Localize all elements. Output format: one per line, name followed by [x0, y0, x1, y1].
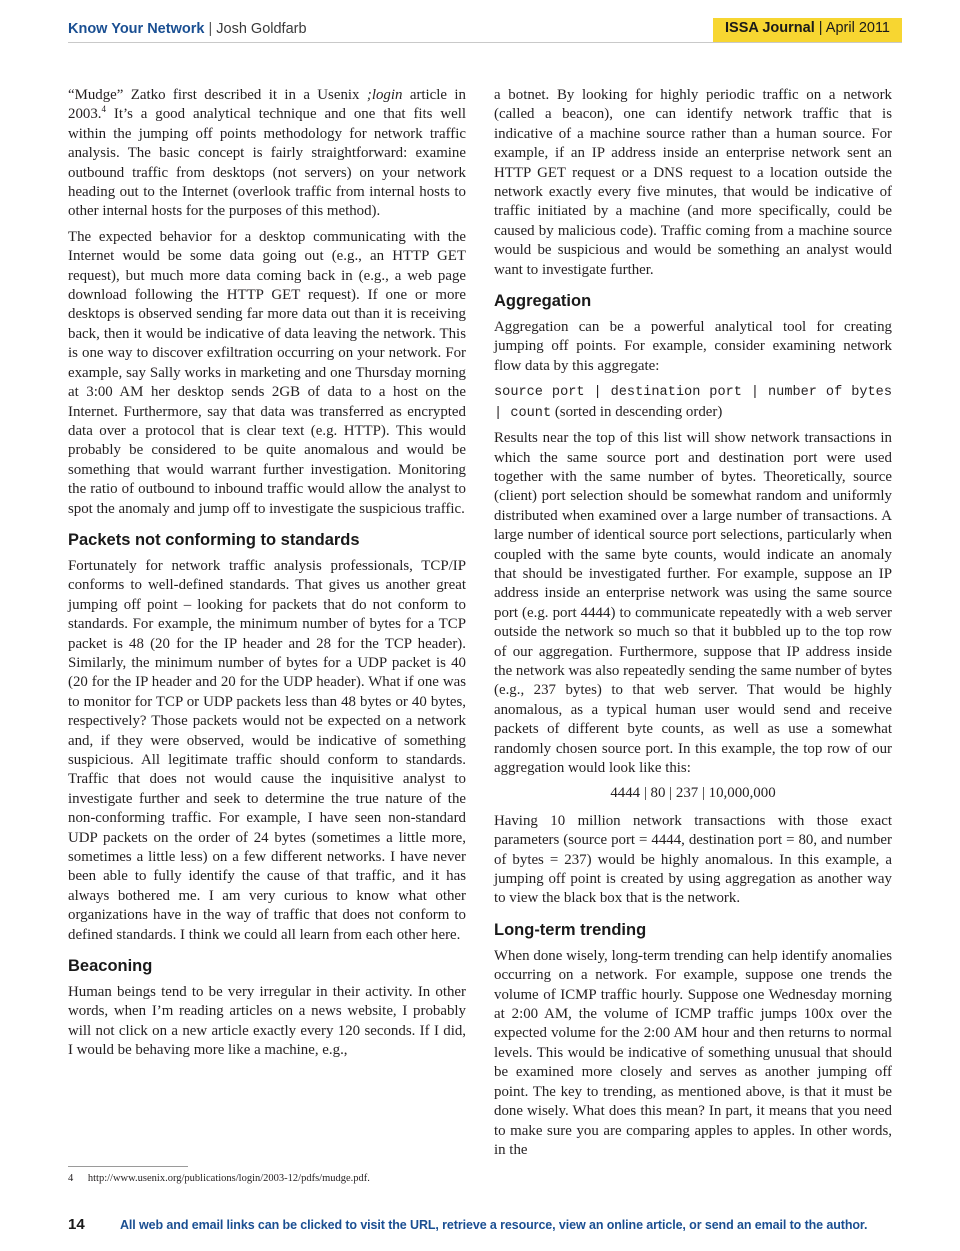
text-run: (sorted in descending order) [551, 403, 723, 420]
page-footer [0, 1216, 960, 1238]
page-number: 14 [68, 1216, 85, 1233]
journal-badge [713, 18, 902, 42]
author-name: Josh Goldfarb [216, 21, 307, 37]
text-run: article in 2003. [68, 87, 466, 123]
paragraph [68, 86, 466, 222]
footnote-link[interactable]: http://www.usenix.org/publications/login/2003-12/pdfs/mudge.pdf. [87, 1173, 370, 1184]
journal-name: ISSA Journal [725, 20, 815, 36]
italic-title: ;login [366, 87, 403, 103]
footnote-number: 4 [68, 1173, 74, 1184]
paragraph: a botnet. By looking for highly periodic traffic on a network (called a beacon), one can identify network traffic that is indicative of a machine source rather than a human source. For example, if an IP address inside an enterprise network sent an HTTP GET request or a DNS request to a location outside the network exactly every five minutes, that would be indicative of traffic initiated by a machine (and more specifically, could be caused by malicious code). Traffic coming from a machine source would be suspicious and would be something an analyst would want to investigate further. [494, 87, 892, 278]
paragraph: Aggregation can be a powerful analytical tool for creating jumping off points. For example, consider examining network flow data by this aggregate: [494, 319, 892, 374]
section-heading: Long-term trending [494, 920, 647, 939]
links-note: All web and email links can be clicked to visit the URL, retrieve a resource, view an online article, or send an email to the author. [120, 1218, 868, 1232]
header-separator: | [208, 21, 213, 37]
footnote [68, 1173, 370, 1184]
text-run: It’s a good analytical technique and one that fits well within the jumping off points methodology for network traffic analysis. The basic concept is fairly straightforward: examine outbound traffic from desktops (not servers) on your network heading out to the Internet (overlook traffic from internal hosts to other internal hosts for the purposes of this method). [68, 106, 466, 220]
issue-date: April 2011 [825, 20, 890, 36]
paragraph: Human beings tend to be very irregular in their activity. In other words, when I’m reading articles on a news website, I probably will not click on a new article exactly every 120 seconds. If I did, I would be behaving more like a machine, e.g., [68, 984, 466, 1059]
left-column [68, 86, 466, 1067]
paragraph: Fortunately for network traffic analysis professionals, TCP/IP conforms to well-defined standards. That gives us another great jumping off point – looking for packets that do not conform to standards. For example, the minimum number of bytes for a TCP packet is 48 (20 for the IP header and 28 for the TCP header). Similarly, the minimum number of bytes for a UDP packet is 40 (20 for the IP header and 20 for the UDP header). What if one was to monitor for TCP or UDP packets less than 48 bytes or 40 bytes, respectively? Those packets would not be expected on a network and, if they were observed, would be indicative of something suspicious. All legitimate traffic should conform to standards. Traffic that does not would cause the inquisitive analyst to investigate further and seek to determine the true nature of the non-conforming traffic. For example, I have seen non-standard UDP packets on the order of 24 bytes (sometimes a little more, sometimes a little less) on a few different networks. I have never been able to fully identify the cause of that traffic, and it has always bothered me. I am very curious to know what other organizations have in the way of traffic that does not conform to defined standards. I think we could all learn from each other here. [68, 557, 466, 943]
header-rule [68, 42, 902, 43]
right-column [494, 86, 892, 1166]
footnote-reference[interactable]: 4 [101, 104, 107, 115]
code-aggregate: source port | destination port | number of bytes | count [494, 385, 892, 421]
section-heading: Aggregation [494, 292, 592, 311]
paragraph: When done wisely, long-term trending can help identify anomalies occurring on a network. For example, suppose one trends the volume of ICMP traffic hourly. Suppose one Wednesday morning at 2:00 AM, the volume of ICMP traffic jumps 100x over the expected volume for the 2:00 AM hour and then returns to normal levels. This would be indicative of something unusual that should be examined more closely and serves as another jumping off point. The key to trending, as mentioned above, is that it must be done wisely. What does this mean? In part, it means that you need to make sure you are comparing apples to apples. In other words, in the [494, 947, 892, 1158]
paragraph: The expected behavior for a desktop communicating with the Internet would be some data going out (e.g., an HTTP GET request), but much more data coming back in (e.g., a web page download following the HTTP GET request). If one or more desktops is observed sending far more data out than it is receiving back, then it would be indicative of data leaving the network. This is one way to discover exfiltration occurring on your network. For example, say Sally works in marketing and one Thursday morning at 3:00 AM her desktop sends 2GB of data to a host on the Internet. Furthermore, say that data was transferred as encrypted data over a protocol that is clear text (e.g. HTTP). This would probably be considered to be quite anomalous and would be something that would warrant further investigation. Monitoring the ratio of outbound to inbound traffic would allow the analyst to spot the anomaly and jump off to investigate the suspicious traffic. [68, 228, 466, 517]
running-header [0, 18, 960, 44]
paragraph: Having 10 million network transactions with those exact parameters (source port = 4444, destination port = 80, and number of bytes = 237) would be highly anomalous. In this example, a jumping off point is created by using aggregation as another way to view the black box that is the network. [494, 812, 892, 907]
paragraph: Results near the top of this list will show network transactions in which the same source port and destination port were used together with the same number of bytes. Theoretically, source (client) port selection should be somewhat random and uniformly distributed when examined over a large number of transactions. A large number of identical source port selections, particularly when coupled with the same byte counts, would indicate an anomaly that should be investigated further. For example, suppose an IP address inside an enterprise network was using the same source port (e.g. port 4444) to communicate repeatedly with a web server outside the network so much so that it bubbled up to the top row of our aggregation. Furthermore, suppose that IP address inside the network was also repeatedly sending the same number of bytes (e.g., 237 bytes) to that web server. That would be highly anomalous, as a typical human user would send and receive packets of different byte counts, as well as use a somewhat randomly chosen source port. In this example, the top row of our aggregation would look like this: [494, 430, 892, 776]
column-topic: Know Your Network [68, 21, 205, 37]
header-separator-right: | [818, 20, 823, 36]
footnote-rule [68, 1166, 188, 1167]
section-heading: Beaconing [68, 957, 153, 976]
text-run: “Mudge” Zatko first described it in a Usenix [68, 87, 367, 103]
section-heading: Packets not conforming to standards [68, 530, 360, 549]
aggregate-definition [494, 382, 892, 423]
header-left [68, 21, 307, 37]
example-aggregation-row: 4444 | 80 | 237 | 10,000,000 [610, 785, 776, 802]
